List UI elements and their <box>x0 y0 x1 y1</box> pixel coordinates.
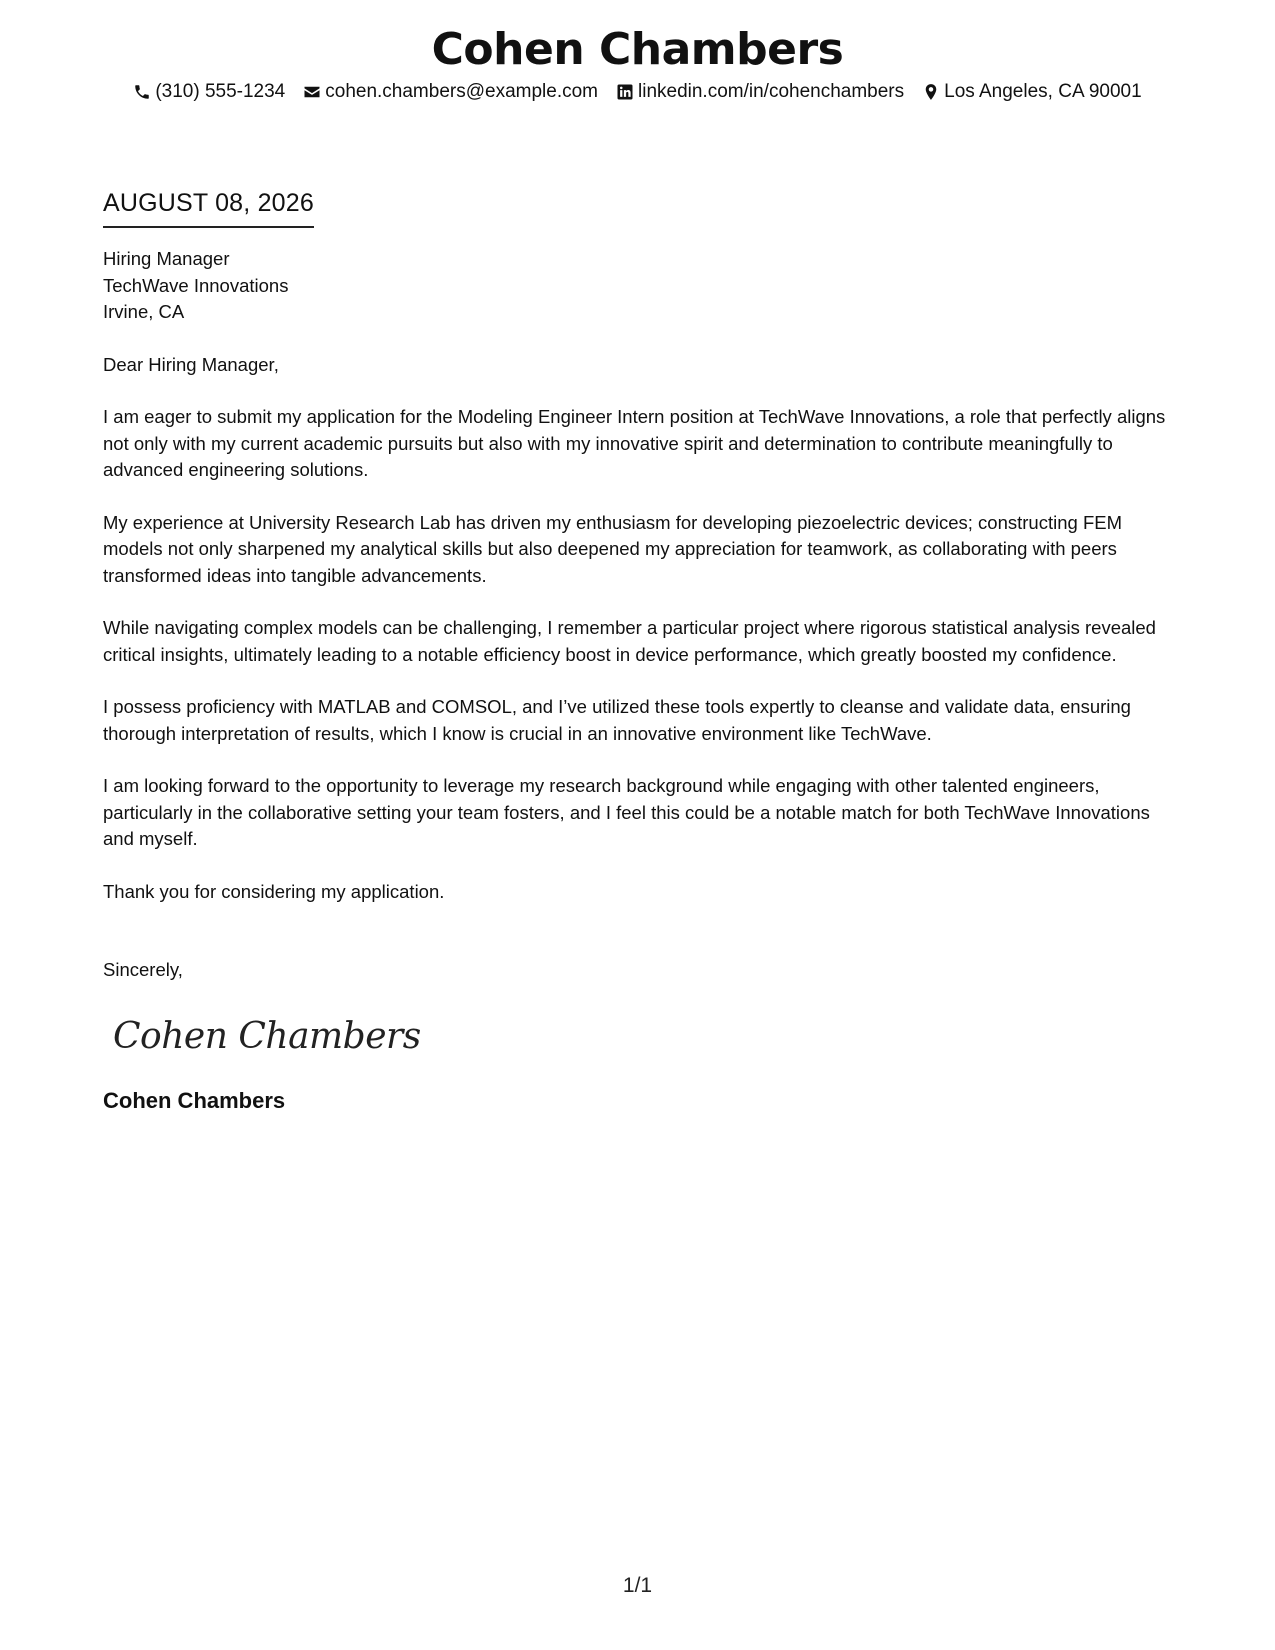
paragraph-4: I possess proficiency with MATLAB and COMSOL, and I’ve utilized these tools expertly to cleanse and validate data, ensuring thorough interpretation of results, which I know is crucial in an innovative environment like TechWave. <box>103 696 1131 744</box>
linkedin-icon <box>616 83 634 101</box>
paragraph-3: While navigating complex models can be challenging, I remember a particular project where rigorous statistical analysis revealed critical insights, ultimately leading to a notable efficiency boost in device performance, which greatly boosted my confidence. <box>103 617 1156 665</box>
email-text: cohen.chambers@example.com <box>325 81 598 102</box>
contact-email <box>303 78 598 106</box>
paragraph-2: My experience at University Research Lab has driven my enthusiasm for developing piezoelectric devices; constructing FEM models not only sharpened my analytical skills but also deepened my appreciation for teamwork, as collaborating with peers transformed ideas into tangible advancements. <box>103 511 1122 586</box>
linkedin-text: linkedin.com/in/cohenchambers <box>638 81 905 102</box>
letter-date: AUGUST 08, 2026 <box>103 186 314 228</box>
paragraph-5: I am looking forward to the opportunity to leverage my research background while engaging with other talented engineers, particularly in the collaborative setting your team fosters, and I feel this could be a notable match for both TechWave Innovations and myself. <box>103 775 1150 849</box>
recipient-city: Irvine, CA <box>103 301 185 322</box>
applicant-name-heading: Cohen Chambers <box>431 24 844 75</box>
paragraph-1: I am eager to submit my application for the Modeling Engineer Intern position at TechWave Innovations, a role that perfectly aligns not only with my current academic pursuits but also with my innovative spirit and determination to contribute meaningfully to advanced engineering solutions. <box>103 406 1166 480</box>
location-text: Los Angeles, CA 90001 <box>944 81 1142 102</box>
contact-phone <box>133 78 285 106</box>
envelope-icon <box>303 83 321 101</box>
signature-text: Cohen Chambers <box>113 1015 421 1057</box>
letter-body <box>103 186 1183 1116</box>
recipient-title: Hiring Manager <box>103 248 230 269</box>
page-number: 1/1 <box>622 1574 653 1597</box>
recipient-company: TechWave Innovations <box>103 274 289 296</box>
phone-icon <box>133 83 151 101</box>
contact-info-row <box>0 78 1275 106</box>
salutation: Dear Hiring Manager, <box>103 353 279 375</box>
contact-linkedin <box>616 78 904 106</box>
recipient-block <box>103 246 1183 326</box>
contact-location <box>922 78 1142 106</box>
handwritten-signature <box>111 1006 421 1066</box>
map-pin-icon <box>922 83 940 101</box>
signoff: Sincerely, <box>103 959 183 980</box>
sender-name: Cohen Chambers <box>103 1087 286 1113</box>
closing-thanks: Thank you for considering my application. <box>103 880 445 902</box>
phone-text: (310) 555-1234 <box>155 81 286 102</box>
